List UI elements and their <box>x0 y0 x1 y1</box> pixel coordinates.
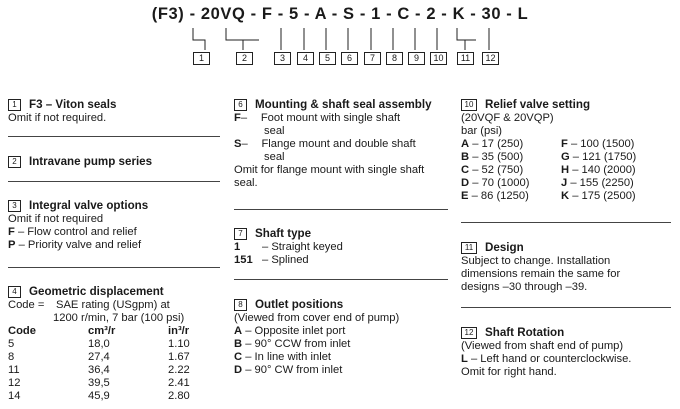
section-number: 10 <box>461 99 477 111</box>
divider <box>461 307 671 308</box>
relief-item: D – 70 (1000) <box>461 177 530 189</box>
section-title: Geometric displacement <box>29 285 164 298</box>
section-viton-seals <box>8 98 220 125</box>
mounting-item: F– Foot mount with single shaft <box>234 112 401 124</box>
option-line: Omit if not required <box>8 213 104 225</box>
option-line: F – Flow control and relief <box>8 226 137 238</box>
code-position-2: 2 <box>236 52 253 65</box>
section-title: Integral valve options <box>29 199 149 212</box>
relief-subtitle: (20VQF & 20VQP) <box>461 112 554 124</box>
model-code: (F3) - 20VQ - F - 5 - A - S - 1 - C - 2 - K - 30 - L <box>151 5 529 23</box>
relief-item: E – 86 (1250) <box>461 190 529 202</box>
outlet-item: C – In line with inlet <box>234 351 332 363</box>
section-title: Shaft Rotation <box>485 326 565 339</box>
code-position-8: 8 <box>386 52 403 65</box>
relief-item: G – 121 (1750) <box>561 151 637 163</box>
table-header: Code cm³/r in³/r <box>8 325 190 337</box>
relief-units: bar (psi) <box>461 125 503 137</box>
code-position-10: 10 <box>430 52 447 65</box>
mounting-item-cont: seal <box>264 151 285 163</box>
section-title: Intravane pump series <box>29 155 153 168</box>
relief-item: A – 17 (250) <box>461 138 524 150</box>
outlet-subtitle: (Viewed from cover end of pump) <box>234 312 400 324</box>
section-title: F3 – Viton seals <box>29 98 117 111</box>
outlet-item: A – Opposite inlet port <box>234 325 346 337</box>
code-position-1: 1 <box>193 52 210 65</box>
code-position-12: 12 <box>482 52 499 65</box>
table-row: 12 39,5 2.41 <box>8 377 190 389</box>
code-position-3: 3 <box>274 52 291 65</box>
shaft-type-item: 151 – Splined <box>234 254 309 266</box>
section-title: Design <box>485 241 524 254</box>
section-number: 1 <box>8 99 21 111</box>
relief-item: J – 155 (2250) <box>561 177 634 189</box>
code-position-6: 6 <box>341 52 358 65</box>
table-row: 11 36,4 2.22 <box>8 364 190 376</box>
section-outlet-positions <box>234 298 448 377</box>
shaft-type-item: 1 – Straight keyed <box>234 241 343 253</box>
code-position-7: 7 <box>364 52 381 65</box>
section-number: 11 <box>461 242 477 254</box>
section-relief-valve-setting <box>461 98 676 203</box>
table-row: 8 27,4 1.67 <box>8 351 190 363</box>
divider <box>461 222 671 223</box>
section-title: Mounting & shaft seal assembly <box>255 98 432 111</box>
code-position-9: 9 <box>408 52 425 65</box>
section-line: Omit if not required. <box>8 112 107 124</box>
section-title: Outlet positions <box>255 298 344 311</box>
outlet-item: D – 90° CW from inlet <box>234 364 343 376</box>
rotation-line: L – Left hand or counterclockwise. <box>461 353 632 365</box>
mounting-item-cont: seal <box>264 125 285 137</box>
code-position-5: 5 <box>319 52 336 65</box>
code-position-11: 11 <box>457 52 474 65</box>
section-number: 2 <box>8 156 21 168</box>
divider <box>234 209 448 210</box>
divider <box>8 267 220 268</box>
section-title: Shaft type <box>255 227 312 240</box>
design-line: Subject to change. Installation <box>461 255 611 267</box>
section-number: 3 <box>8 200 21 212</box>
section-design <box>461 241 676 294</box>
mounting-note: Omit for flange mount with single shaft <box>234 164 425 176</box>
relief-item: H – 140 (2000) <box>561 164 636 176</box>
relief-item: C – 52 (750) <box>461 164 524 176</box>
divider <box>8 136 220 137</box>
section-shaft-rotation <box>461 326 676 379</box>
section-title: Relief valve setting <box>485 98 591 111</box>
section-number: 4 <box>8 286 21 298</box>
option-line: P – Priority valve and relief <box>8 239 142 251</box>
mounting-item: S– Flange mount and double shaft <box>234 138 416 150</box>
relief-item: B – 35 (500) <box>461 151 524 163</box>
table-row: 5 18,0 1.10 <box>8 338 190 350</box>
section-shaft-type <box>234 227 448 267</box>
rotation-line: (Viewed from shaft end of pump) <box>461 340 624 352</box>
table-row: 14 45,9 2.80 <box>8 390 190 402</box>
design-line: dimensions remain the same for <box>461 268 621 280</box>
relief-right-column <box>561 138 661 203</box>
relief-item: F – 100 (1500) <box>561 138 635 150</box>
section-number: 12 <box>461 327 477 339</box>
relief-left-column <box>461 138 561 203</box>
code-position-4: 4 <box>297 52 314 65</box>
model-code-connectors <box>0 0 680 75</box>
section-mounting-shaft-seal <box>234 98 448 190</box>
section-pump-series <box>8 155 220 169</box>
section-integral-valve-options <box>8 199 220 252</box>
rotation-line: Omit for right hand. <box>461 366 557 378</box>
divider <box>8 181 220 182</box>
divider <box>234 279 448 280</box>
section-number: 6 <box>234 99 247 111</box>
outlet-item: B – 90° CCW from inlet <box>234 338 351 350</box>
section-number: 8 <box>234 299 247 311</box>
section-geometric-displacement <box>8 285 220 403</box>
rating-line: Code = SAE rating (USgpm) at <box>8 299 170 311</box>
relief-item: K – 175 (2500) <box>561 190 636 202</box>
design-line: designs –30 through –39. <box>461 281 588 293</box>
mounting-note: seal. <box>234 177 258 189</box>
rating-line: 1200 r/min, 7 bar (100 psi) <box>53 312 185 324</box>
section-number: 7 <box>234 228 247 240</box>
